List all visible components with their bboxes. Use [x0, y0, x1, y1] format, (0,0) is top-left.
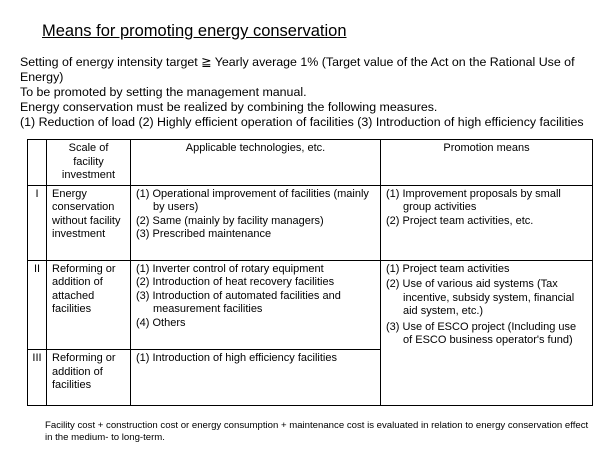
- row-scale: Reforming or addition of attached facilities: [47, 260, 131, 350]
- header-technologies: Applicable technologies, etc.: [131, 140, 381, 186]
- header-number: [28, 140, 47, 186]
- table-row: [28, 260, 593, 350]
- technology-item: (1) Introduction of high efficiency facilities: [136, 352, 337, 364]
- technology-item: (2) Same (mainly by facility managers): [136, 214, 324, 227]
- header-promotion-means: Promotion means: [381, 140, 593, 186]
- page-title: Means for promoting energy conservation: [42, 22, 347, 40]
- intro-text: [20, 55, 594, 130]
- combining-measures-note: Energy conservation must be realized by combining the following measures.: [20, 100, 438, 114]
- technology-item: (2) Introduction of heat recovery facilities: [136, 276, 335, 288]
- row-scale: Reforming or addition of facilities: [47, 350, 131, 406]
- technology-item: (4) Others: [136, 316, 186, 329]
- technology-item: (1) Operational improvement of facilities (mainly by users): [136, 187, 369, 213]
- row-technologies: [131, 185, 381, 260]
- technology-item: (1) Inverter control of rotary equipment: [136, 262, 324, 275]
- promotion-item: (1) Project team activities: [386, 262, 510, 275]
- row-number: I: [28, 185, 47, 260]
- measures-table: [27, 139, 593, 406]
- promotion-item: (2) Use of various aid systems (Tax incentive, subsidy system, financial aid system, etc.): [386, 278, 575, 317]
- shared-promotion-means-continued: [381, 350, 593, 406]
- measures-list: (1) Reduction of load (2) Highly efficient operation of facilities (3) Introduction of high efficiency facilities: [20, 115, 584, 129]
- management-manual-note: To be promoted by setting the management manual.: [20, 85, 307, 99]
- row-promotion-means: [381, 185, 593, 260]
- promotion-item: (1) Improvement proposals by small group activities: [386, 187, 561, 213]
- row-scale: Energy conservation without facility investment: [47, 185, 131, 260]
- table-row: [28, 350, 593, 406]
- footnote: Facility cost + construction cost or energy consumption + maintenance cost is evaluated in relation to energy conservation effect in the medium- to long-term.: [45, 420, 589, 443]
- technology-item: (3) Prescribed maintenance: [136, 228, 272, 240]
- promotion-item: (2) Project team activities, etc.: [386, 214, 534, 227]
- table-row: [28, 185, 593, 260]
- promotion-item: (3) Use of ESCO project (Including use of ESCO business operator's fund): [386, 320, 577, 346]
- shared-promotion-means: [381, 260, 593, 350]
- energy-intensity-target: Setting of energy intensity target ≧ Yearly average 1% (Target value of the Act on the Rational Use of Energy): [20, 55, 575, 84]
- row-technologies: [131, 260, 381, 350]
- row-number: III: [28, 350, 47, 406]
- technology-item: (3) Introduction of automated facilities and measurement facilities: [136, 289, 341, 315]
- row-number: II: [28, 260, 47, 350]
- table-header-row: [28, 140, 593, 186]
- header-scale: Scale of facility investment: [47, 140, 131, 186]
- row-technologies: [131, 350, 381, 406]
